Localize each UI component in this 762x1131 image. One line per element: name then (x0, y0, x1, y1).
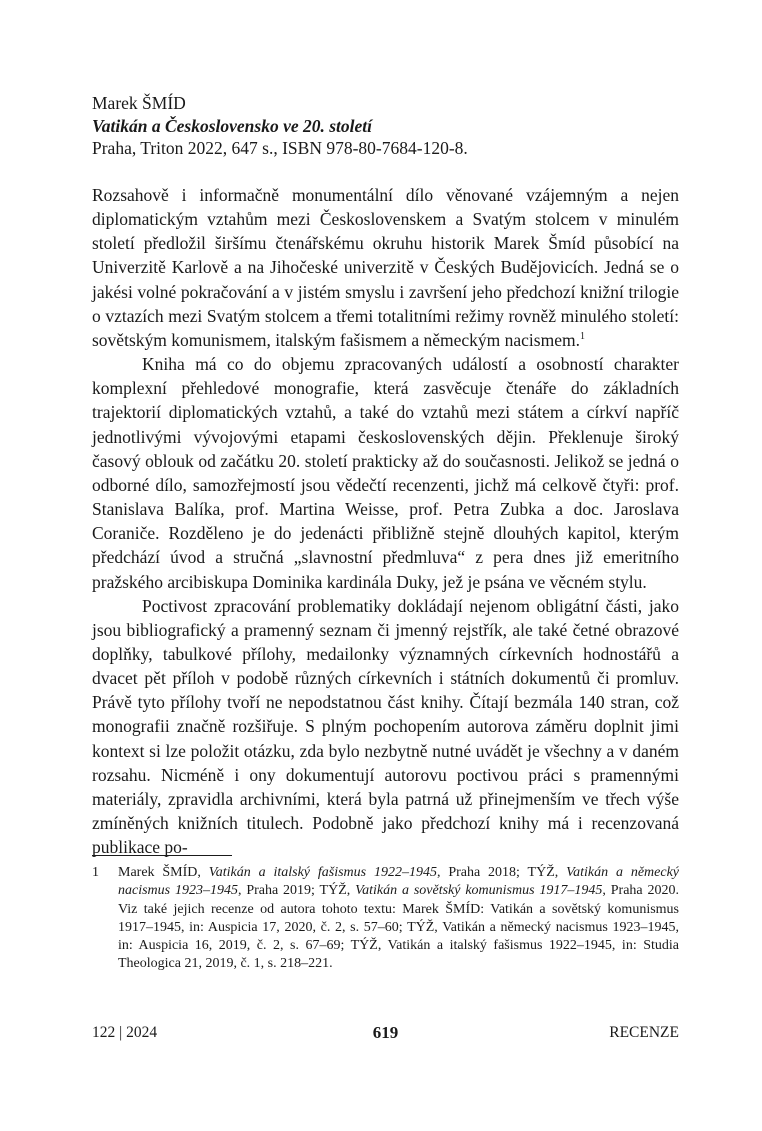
paragraph-text: Poctivost zpracování problematiky dokládají nejenom obligátní části, jako jsou bibliografický a pramenný seznam či jmenný rejstřík, ale také četné obrazové doplňky, tabulkové přílohy, medailonky významných církevních hodnostářů a dvacet pět příloh v podobě různých církevních i státních dokumentů či promluv. Právě tyto přílohy tvoří ne nepodstatnou část knihy. Čítají bezmála 140 stran, což monografii značně rozšiřuje. S plným pochopením autorova záměru doplnit jimi kontext si lze položit otázku, zda bylo nezbytně nutné uvádět je všechny a v daném rozsahu. Nicméně i ony dokumentují autorovu poctivou práci s pramennými materiály, zpravidla archivními, která byla patrná už přinejmenším ve třech výše zmíněných knižních titulech. Podobně jako předchozí knihy má i recenzovaná publikace po- (92, 595, 679, 858)
footnote-segment: , Praha 2018; TÝŽ, (436, 865, 567, 880)
footnote-number: 1 (92, 865, 99, 880)
review-body (92, 183, 679, 859)
footnote-ref[interactable]: 1 (579, 330, 585, 342)
cited-title: Vatikán a německý nacismus 1923–1945 (118, 865, 680, 899)
cited-title: Vatikán a italský fašismus 1922–1945 (208, 865, 437, 880)
footnote-text (118, 864, 679, 974)
cited-title: Vatikán a sovětský komunismus 1917–1945 (355, 883, 603, 899)
bibliographic-header (92, 92, 679, 160)
paragraph-1 (92, 183, 679, 352)
footnote-segment: , Praha 2019; TÝŽ, (237, 883, 356, 899)
footnote-separator (92, 855, 232, 856)
page-footer (92, 1024, 679, 1046)
book-title: Vatikán a Československo ve 20. století (92, 115, 372, 136)
footnote-segment: , Praha 2020. Viz také jejich recenze od autora tohoto textu: Marek ŠMÍD: Vatikán a sovětský komunismus 1917–1945, in: Auspicia 17, 2020, č. 2, s. 57–60; TÝŽ, Vatikán a německý nacismus 1923–1945, in: Auspicia 16, 2019, č. 2, s. 67–69; TÝŽ, Vatikán a italský fašismus 1922–1945, in: Studia Theologica 21, 2019, č. 1, s. 218–221. (118, 883, 679, 972)
paragraph-text: Kniha má co do objemu zpracovaných událostí a osobností charakter komplexní přehledové monografie, která zasvěcuje čtenáře do základních trajektorií diplomatických vztahů, a také do vztahů mezi státem a církví napříč jednotlivými vývojovými etapami československých dějin. Překlenuje široký časový oblouk od začátku 20. století prakticky až do současnosti. Jelikož se jedná o odborné dílo, samozřejmostí jsou vědečtí recenzenti, jichž má celkově čtyři: prof. Stanislava Balíka, prof. Martina Weisse, prof. Petra Zubka a doc. Jaroslava Coraniče. Rozděleno je do jedenácti přibližně stejně dlouhých kapitol, kterým předchází úvod a stručná „slavnostní předmluva“ z pera dnes již emeritního pražského arcibiskupa Dominika kardinála Duky, jež je psána ve věcném stylu. (92, 354, 679, 592)
journal-issue: 122 | 2024 (92, 1024, 158, 1041)
section-name: RECENZE (609, 1024, 679, 1041)
paragraph-3 (92, 594, 679, 860)
book-author: Marek ŠMÍD (92, 93, 186, 113)
page-number: 619 (372, 1023, 399, 1042)
page (92, 0, 679, 1131)
footnote (92, 864, 679, 974)
book-publication: Praha, Triton 2022, 647 s., ISBN 978-80-7684-120-8. (92, 138, 468, 159)
paragraph-2 (92, 352, 679, 594)
footnote-segment: Marek ŠMÍD, (118, 865, 209, 880)
paragraph-text: Rozsahově i informačně monumentální dílo věnované vzájemným a nejen diplomatickým vztahům mezi Československem a Svatým stolcem v minulém století předložil širšímu čtenářskému okruhu historik Marek Šmíd působící na Univerzitě Karlově a na Jihočeské univerzitě v Českých Budějovicích. Jedná se o jakési volné pokračování a v jistém smyslu i završení jeho předchozí knižní trilogie o vztazích mezi Svatým stolcem a třemi totalitními režimy rovněž minulého století: sovětským komunismem, italským fašismem a německým nacismem. (92, 185, 679, 350)
